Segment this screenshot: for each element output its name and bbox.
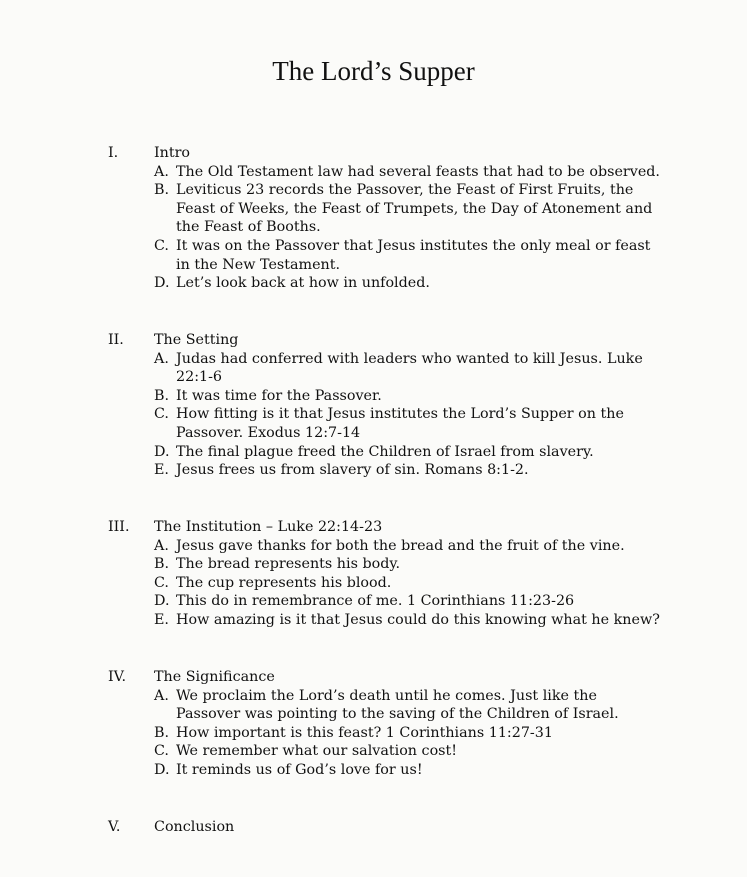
item-text: Jesus frees us from slavery of sin. Romans 8:1-2. xyxy=(176,462,529,479)
list-item xyxy=(154,461,674,480)
item-text: Judas had conferred with leaders who wanted to kill Jesus. Luke 22:1-6 xyxy=(176,350,643,386)
item-letter: C. xyxy=(154,406,169,423)
section-numeral: I. xyxy=(108,145,119,161)
list-item xyxy=(154,611,674,630)
section-heading: The Setting xyxy=(154,332,239,348)
section-items xyxy=(154,350,674,480)
list-item xyxy=(154,405,674,442)
item-letter: B. xyxy=(154,556,170,573)
item-letter: C. xyxy=(154,574,169,591)
item-letter: D. xyxy=(154,593,170,610)
list-item xyxy=(154,443,674,462)
item-text: We remember what our salvation cost! xyxy=(176,743,458,760)
list-item xyxy=(154,724,674,743)
item-text: The bread represents his body. xyxy=(176,556,401,573)
item-letter: C. xyxy=(154,743,169,760)
list-item xyxy=(154,687,674,724)
item-letter: A. xyxy=(154,537,169,554)
item-text: How important is this feast? 1 Corinthians 11:27-31 xyxy=(176,724,553,741)
item-letter: A. xyxy=(154,687,169,704)
item-text: The Old Testament law had several feasts that had to be observed. xyxy=(176,163,660,180)
list-item xyxy=(154,181,674,237)
section-heading: Conclusion xyxy=(154,819,235,835)
list-item xyxy=(154,237,674,274)
list-item xyxy=(154,387,674,406)
item-letter: C. xyxy=(154,237,169,254)
item-text: The final plague freed the Children of Israel from slavery. xyxy=(176,443,594,460)
item-text: We proclaim the Lord’s death until he comes. Just like the Passover was pointing to the saving of the Children of Israel. xyxy=(176,687,619,723)
section-numeral: IV. xyxy=(108,669,127,685)
item-letter: E. xyxy=(154,462,169,479)
section-items xyxy=(154,537,674,630)
item-letter: D. xyxy=(154,761,170,778)
list-item xyxy=(154,163,674,182)
item-text: The cup represents his blood. xyxy=(176,574,392,591)
section-heading: The Institution – Luke 22:14-23 xyxy=(154,519,383,535)
item-text: Jesus gave thanks for both the bread and the fruit of the vine. xyxy=(176,537,625,554)
section-heading: Intro xyxy=(154,145,191,161)
item-text: It was on the Passover that Jesus institutes the only meal or feast in the New Testament. xyxy=(176,237,651,273)
section-numeral: II. xyxy=(108,332,124,348)
list-item xyxy=(154,592,674,611)
list-item xyxy=(154,761,674,780)
section-items xyxy=(154,163,674,293)
list-item xyxy=(154,274,674,293)
item-text: How fitting is it that Jesus institutes the Lord’s Supper on the Passover. Exodus 12:7-14 xyxy=(176,406,624,441)
item-text: Leviticus 23 records the Passover, the Feast of First Fruits, the Feast of Weeks, the Feast of Trumpets, the Day of Atonement and the Feast of Booths. xyxy=(176,182,653,236)
list-item xyxy=(154,555,674,574)
item-letter: D. xyxy=(154,443,170,460)
item-text: Let’s look back at how in unfolded. xyxy=(176,275,430,292)
document-title: The Lord’s Supper xyxy=(272,56,475,86)
list-item xyxy=(154,574,674,593)
item-text: How amazing is it that Jesus could do this knowing what he knew? xyxy=(176,611,660,628)
item-letter: D. xyxy=(154,275,170,292)
item-text: This do in remembrance of me. 1 Corinthians 11:23-26 xyxy=(176,593,575,610)
item-letter: B. xyxy=(154,182,170,199)
item-letter: B. xyxy=(154,387,170,404)
item-letter: B. xyxy=(154,724,170,741)
section-numeral: V. xyxy=(108,819,121,835)
item-letter: A. xyxy=(154,350,169,367)
section-items xyxy=(154,687,674,780)
item-text: It reminds us of God’s love for us! xyxy=(176,761,423,778)
item-letter: A. xyxy=(154,163,169,180)
list-item xyxy=(154,742,674,761)
section-heading: The Significance xyxy=(154,669,275,685)
list-item xyxy=(154,350,674,387)
item-text: It was time for the Passover. xyxy=(176,387,382,404)
list-item xyxy=(154,537,674,556)
item-letter: E. xyxy=(154,611,169,628)
section-numeral: III. xyxy=(108,519,130,535)
